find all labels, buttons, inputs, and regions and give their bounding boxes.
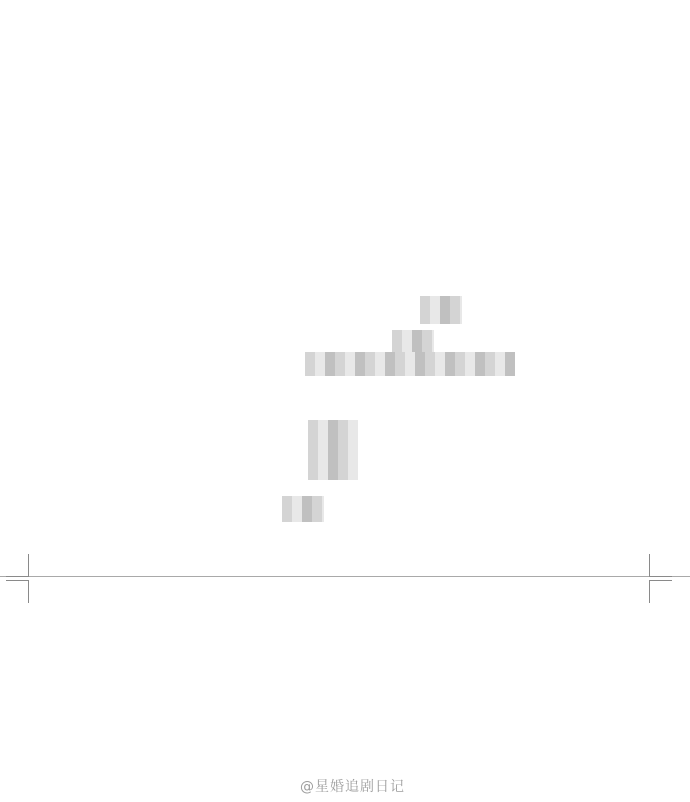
censor-mosaic [308, 420, 358, 480]
censor-mosaic [392, 330, 434, 352]
censor-mosaic [420, 296, 462, 324]
censor-mosaic [282, 496, 324, 522]
censor-mosaic [305, 352, 515, 376]
page-corner-mark [6, 554, 29, 577]
page-break [0, 570, 690, 582]
page-corner-mark [649, 554, 672, 577]
watermark: @星婚追剧日记 [300, 779, 405, 795]
page-break-rule [0, 576, 690, 577]
page-corner-mark [649, 580, 672, 603]
page-corner-mark [6, 580, 29, 603]
